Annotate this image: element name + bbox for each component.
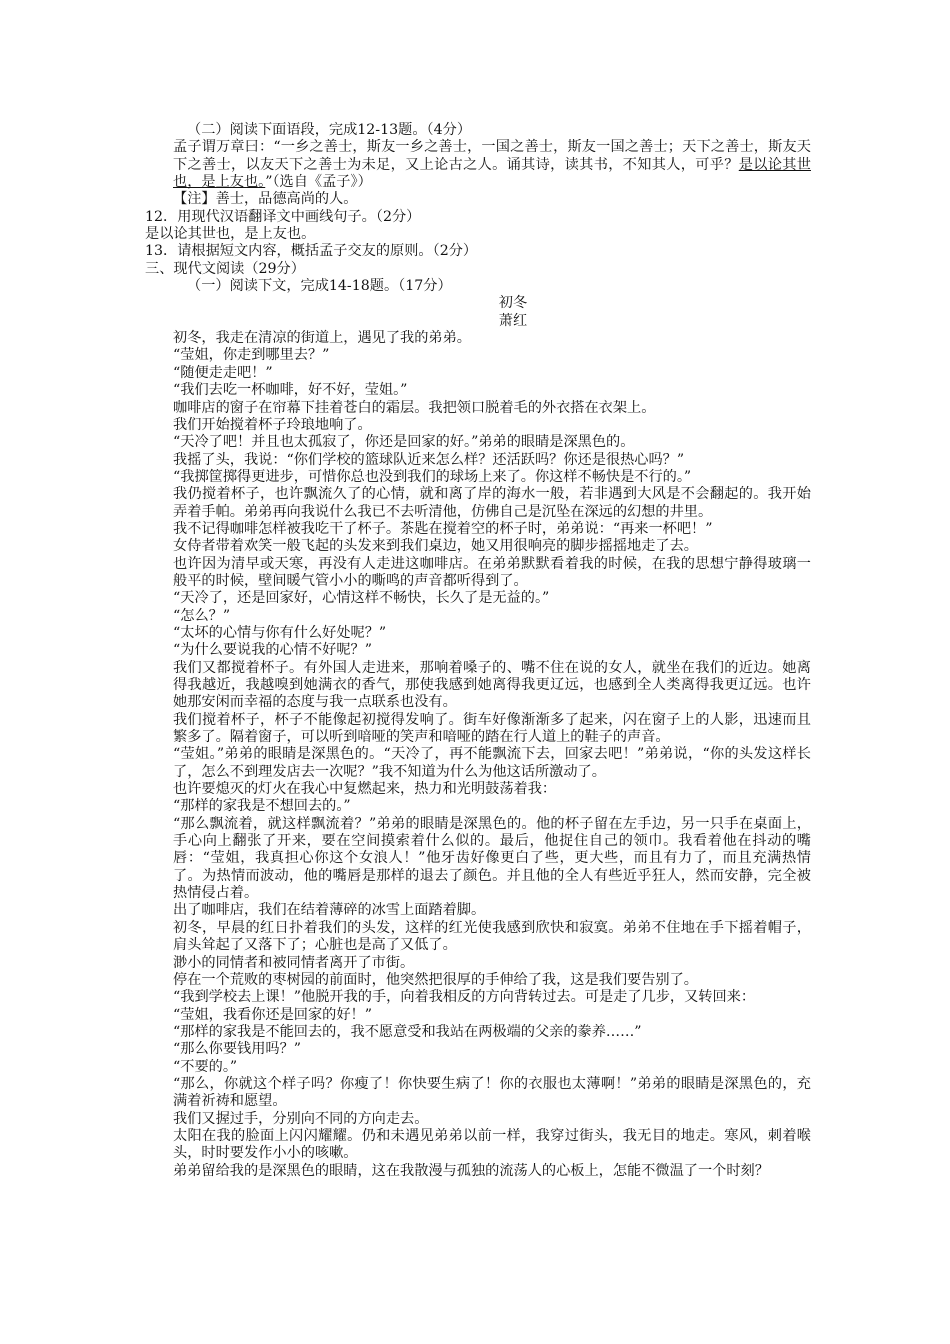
section1-heading: （一）阅读下文，完成14-18题。（17分） — [187, 278, 452, 295]
article-paragraph: 渺小的同情者和被同情者离开了市街。 — [173, 954, 415, 971]
underlined-sentence: 是以论其世也，是上友也。 — [173, 156, 811, 191]
article-body — [145, 330, 811, 1180]
article-author: 萧红 — [498, 312, 528, 329]
article-title: 初冬 — [498, 295, 528, 312]
article-paragraph: “那么，你就这个样子吗？你瘦了！你快要生病了！你的衣服也太薄啊！”弟弟的眼睛是深黑色的，充满着祈祷和愿望。 — [173, 1075, 811, 1110]
annotation-note: 【注】善士，品德高尚的人。 — [173, 191, 358, 208]
article-paragraph: “为什么要说我的心情不好呢？” — [173, 642, 372, 659]
article-paragraph: 停在一个荒败的枣树园的前面时，他突然把很厚的手伸给了我，这是我们要告别了。 — [173, 971, 698, 988]
article-paragraph: 我们开始搅着杯子玲琅地响了。 — [173, 416, 372, 433]
article-paragraph: “那样的家我是不想回去的。” — [173, 798, 351, 815]
article-paragraph: 弟弟留给我的是深黑色的眼睛，这在我散漫与孤独的流荡人的心板上，怎能不微温了一个时刻？ — [173, 1162, 769, 1179]
question-12-sentence: 是以论其世也，是上友也。 — [145, 226, 316, 243]
article-paragraph: “莹姐，你走到哪里去？” — [173, 347, 330, 364]
article-paragraph: 出了咖啡店，我们在结着薄碎的冰雪上面踏着脚。 — [173, 902, 486, 919]
article-paragraph: 女侍者带着欢笑一般飞起的头发来到我们桌边，她又用很响亮的脚步摇摇地走了去。 — [173, 538, 698, 555]
article-paragraph: “莹姐。”弟弟的眼睛是深黑色的。“天冷了，再不能飘流下去，回家去吧！”弟弟说，“你的头发这样长了，怎么不到理发店去一次呢？”我不知道为什么为他这话所激动了。 — [173, 746, 811, 780]
article-paragraph: “天冷了，还是回家好，心情这样不畅快，长久了是无益的。” — [173, 590, 550, 607]
article-paragraph: “我们去吃一杯咖啡，好不好，莹姐。” — [173, 382, 408, 399]
article-paragraph: 太阳在我的脸面上闪闪耀耀。仍和未遇见弟弟以前一样，我穿过街头，我无目的地走。寒风，刺着喉头，时时要发作小小的咳嗽。 — [173, 1127, 811, 1162]
document-page — [145, 122, 811, 1180]
question-12: 12．用现代汉语翻译文中画线句子。（2分） — [145, 208, 421, 225]
article-paragraph: “莹姐，我看你还是回家的好！” — [173, 1006, 372, 1023]
article-paragraph: 也许因为清早或天寒，再没有人走进这咖啡店。在弟弟默默看着我的时候，在我的思想宁静得玻璃一般平的时候，壁间暖气管小小的嘶鸣的声音都听得到了。 — [173, 555, 811, 589]
article-paragraph: “随便走走吧！” — [173, 364, 273, 381]
article-paragraph: 我们又都搅着杯子。有外国人走进来，那响着嗓子的、嘴不住在说的女人，就坐在我们的近边。她离得我越近，我越嗅到她满衣的香气，那使我感到她离得我更辽远，也感到全人类离得我更辽远。也许她那安闲而幸福的态度与我一点联系也没有。 — [173, 659, 811, 711]
article-paragraph: 我仍搅着杯子，也许飘流久了的心情，就和离了岸的海水一般，若非遇到大风是不会翻起的。我开始弄着手帕。弟弟再向我说什么我已不去听清他，仿佛自己是沉坠在深远的幻想的井里。 — [173, 486, 811, 520]
article-paragraph: “天冷了吧！并且也太孤寂了，你还是回家的好。”弟弟的眼睛是深黑色的。 — [173, 434, 635, 451]
article-paragraph: 也许要熄灭的灯火在我心中复燃起来，热力和光明鼓荡着我： — [173, 781, 557, 798]
article-paragraph: “我掷筐掷得更进步，可惜你总也没到我们的球场上来了。你这样不畅快是不行的。” — [173, 468, 692, 485]
article-paragraph: 我们搅着杯子，杯子不能像起初搅得发响了。街车好像渐渐多了起来，闪在窗子上的人影，迅速而且繁多了。隔着窗子，可以听到喑哑的笑声和喑哑的踏在行人道上的鞋子的声音。 — [173, 711, 811, 746]
article-paragraph: 初冬，早晨的红日扑着我们的头发，这样的红光使我感到欣快和寂寞。弟弟不住地在手下摇着帽子，肩头耸起了又落下了；心脏也是高了又低了。 — [173, 919, 811, 954]
article-paragraph: “怎么？” — [173, 607, 231, 624]
section2-heading: （二）阅读下面语段，完成12-13题。（4分） — [187, 122, 472, 138]
classical-passage — [145, 139, 811, 191]
article-paragraph: 我们又握过手，分别向不同的方向走去。 — [173, 1110, 429, 1127]
article-paragraph: “太坏的心情与你有什么好处呢？” — [173, 624, 387, 641]
article-paragraph: “那么你要钱用吗？” — [173, 1041, 302, 1058]
passage-text: 孟子谓万章曰：“一乡之善士，斯友一乡之善士，一国之善士，斯友一国之善士；天下之善士，斯友天下之善士，以友天下之善士为未足，又上论古之人。诵其诗，读其书，不知其人，可乎？ — [173, 139, 811, 173]
article-paragraph: 我摇了头，我说：“你们学校的篮球队近来怎么样？还活跃吗？你还是很热心吗？” — [173, 451, 685, 468]
article-paragraph: 咖啡店的窗子在帘幕下挂着苍白的霜层。我把领口脱着毛的外衣搭在衣架上。 — [173, 399, 656, 416]
article-paragraph: “我到学校去上课！”他脱开我的手，向着我相反的方向背转过去。可是走了几步，又转回来： — [173, 989, 756, 1006]
article-paragraph: “那样的家我是不能回去的，我不愿意受和我站在两极端的父亲的豢养……” — [173, 1023, 642, 1040]
question-13: 13．请根据短文内容，概括孟子交友的原则。（2分） — [145, 243, 478, 260]
article-paragraph: 我不记得咖啡怎样被我吃干了杯子。茶匙在搅着空的杯子时，弟弟说：“再来一杯吧！” — [173, 520, 713, 537]
passage-source: ”（选自《孟子》） — [265, 174, 372, 191]
article-paragraph: 初冬，我走在清凉的街道上，遇见了我的弟弟。 — [173, 330, 471, 347]
part3-heading: 三、现代文阅读（29分） — [145, 260, 305, 277]
article-paragraph: “不要的。” — [173, 1058, 238, 1075]
article-paragraph: “那么飘流着，就这样飘流着？”弟弟的眼睛是深黑色的。他的杯子留在左手边，另一只手在桌面上，手心向上翻张了开来，要在空间摸索着什么似的。最后，他捉住自己的领巾。我看着他在抖动的嘴唇：“莹姐，我真担心你这个女浪人！”他牙齿好像更白了些，更大些，而且有力了，而且充满热情了。为热情而波动，他的嘴唇是那样的退去了颜色。并且他的全人有些近乎狂人，然而安静，完全被热情侵占着。 — [173, 815, 811, 902]
